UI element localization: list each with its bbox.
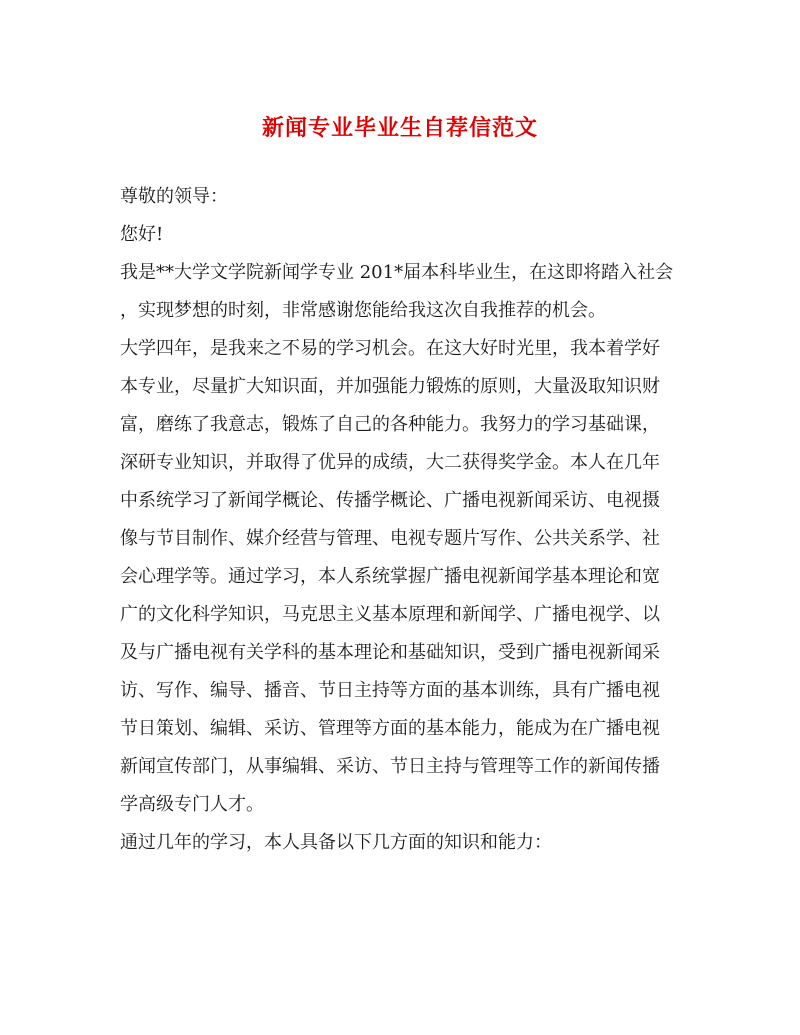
body-line: 及与广播电视有关学科的基本理论和基础知识，受到广播电视新闻采 <box>120 642 660 663</box>
body-line: 新闻宣传部门，从事编辑、采访、节日主持与管理等工作的新闻传播 <box>120 756 660 777</box>
greeting: 您好! <box>120 224 164 245</box>
body-line: 节日策划、编辑、采访、管理等方面的基本能力，能成为在广播电视 <box>120 718 660 739</box>
document-title: 新闻专业毕业生自荐信范文 <box>261 115 538 141</box>
body-line: 本专业，尽量扩大知识面，并加强能力锻炼的原则，大量汲取知识财 <box>120 376 660 397</box>
body-line: 我是**大学文学院新闻学专业 201*届本科毕业生，在这即将踏入社会 <box>120 262 674 283</box>
salutation: 尊敬的领导： <box>120 186 228 207</box>
body-line: 学高级专门人才。 <box>120 794 264 815</box>
body-line: 访、写作、编导、播音、节日主持等方面的基本训练，具有广播电视 <box>120 680 660 701</box>
body-line: ，实现梦想的时刻，非常感谢您能给我这次自我推荐的机会。 <box>120 300 606 321</box>
body-line: 像与节目制作、媒介经营与管理、电视专题片写作、公共关系学、社 <box>120 528 660 549</box>
body-line: 会心理学等。通过学习，本人系统掌握广播电视新闻学基本理论和宽 <box>120 566 660 587</box>
body-line: 大学四年，是我来之不易的学习机会。在这大好时光里，我本着学好 <box>120 338 660 359</box>
body-line: 通过几年的学习，本人具备以下几方面的知识和能力： <box>120 832 552 853</box>
body-line: 深研专业知识，并取得了优异的成绩，大二获得奖学金。本人在几年 <box>120 452 660 473</box>
body-line: 中系统学习了新闻学概论、传播学概论、广播电视新闻采访、电视摄 <box>120 490 660 511</box>
body-line: 广的文化科学知识，马克思主义基本原理和新闻学、广播电视学、以 <box>120 604 660 625</box>
body-line: 富，磨练了我意志，锻炼了自己的各种能力。我努力的学习基础课， <box>120 414 660 435</box>
